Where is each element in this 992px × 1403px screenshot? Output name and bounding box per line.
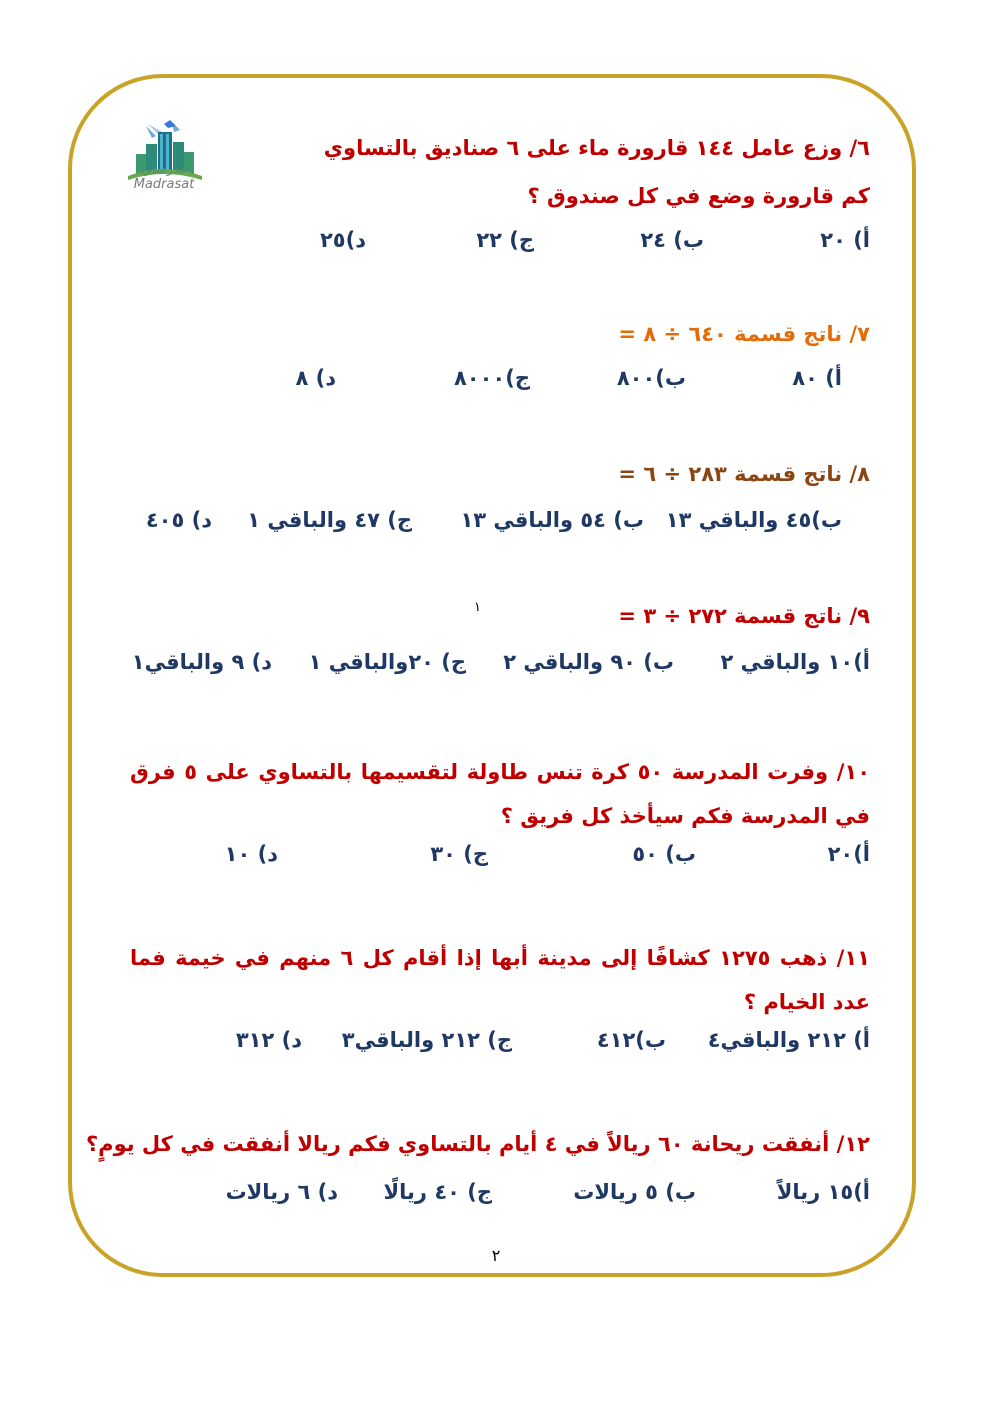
question-6-options <box>0 228 992 268</box>
option-b: ب)٤١٢ <box>596 1028 666 1052</box>
option-b: ب) ٢٤ <box>640 228 704 252</box>
question-11: ١١/ ذهب ١٢٧٥ كشافًا إلى مدينة أبها إذا أقام كل ٦ منهم في خيمة فما عدد الخيام ؟ <box>130 946 870 1014</box>
option-c: ج) ٤٧ والباقي ١ <box>247 508 412 532</box>
question-7: ٧/ ناتج قسمة ٦٤٠ ÷ ٨ = <box>618 322 870 346</box>
question-12-options <box>0 1180 992 1220</box>
option-b: ب) ٥٠ <box>632 842 696 866</box>
option-c: ج)٨٠٠٠ <box>453 366 530 390</box>
option-c: ج) ٤٠ ريالًا <box>383 1180 492 1204</box>
option-d: د) ٨ <box>295 366 336 390</box>
question-8-options <box>0 508 992 548</box>
option-d: د) ٩ والباقي١ <box>131 650 272 674</box>
option-a: أ) ٢١٢ والباقي٤ <box>707 1028 870 1052</box>
page-number: ٢ <box>491 1246 501 1265</box>
logo-text-english: Madrasat <box>133 177 195 192</box>
question-9: ٩/ ناتج قسمة ٢٧٢ ÷ ٣ = <box>618 604 870 628</box>
option-a: أ)٢٠ <box>827 842 870 866</box>
logo-text-arabic: مدرستي <box>141 162 187 177</box>
question-9-options <box>0 650 992 690</box>
option-c: ج) ٣٠ <box>430 842 488 866</box>
option-b: ب)٨٠٠ <box>616 366 686 390</box>
option-a: ب)٤٥ والباقي ١٣ <box>665 508 842 532</box>
option-c: ج) ٢٢ <box>476 228 534 252</box>
option-d: د) ٣١٢ <box>235 1028 302 1052</box>
option-a: أ)١٥ ريالاً <box>776 1180 870 1204</box>
question-6-line-1: ٦/ وزع عامل ١٤٤ قارورة ماء على ٦ صناديق بالتساوي <box>323 136 870 160</box>
question-12: ١٢/ أنفقت ريحانة ٦٠ ريالاً في ٤ أيام بالتساوي فكم ريالا أنفقت في كل يومٍ؟ <box>86 1132 870 1156</box>
option-c: ج) ٢٠والباقي ١ <box>308 650 466 674</box>
stray-mark: ١ <box>474 600 481 615</box>
question-7-options <box>0 366 992 406</box>
option-a: أ) ٢٠ <box>820 228 870 252</box>
option-b: ب) ٥٤ والباقي ١٣ <box>460 508 644 532</box>
option-a: أ)١٠ والباقي ٢ <box>720 650 870 674</box>
question-8: ٨/ ناتج قسمة ٢٨٣ ÷ ٦ = <box>618 462 870 486</box>
option-d: د) ٤٠٥ <box>145 508 212 532</box>
question-11-options <box>0 1028 992 1068</box>
option-d: د) ٦ ريالات <box>225 1180 338 1204</box>
question-10-options <box>0 842 992 882</box>
option-b: ب) ٩٠ والباقي ٢ <box>503 650 674 674</box>
option-d: د)٢٥ <box>319 228 366 252</box>
question-10: ١٠/ وفرت المدرسة ٥٠ كرة تنس طاولة لتقسيمها بالتساوي على ٥ فرق في المدرسة فكم سيأخذ كل فريق ؟ <box>130 760 871 828</box>
option-a: أ) ٨٠ <box>792 366 842 390</box>
option-c: ج) ٢١٢ والباقي٣ <box>341 1028 512 1052</box>
option-b: ب) ٥ ريالات <box>573 1180 696 1204</box>
question-6-line-2: كم قارورة وضع في كل صندوق ؟ <box>527 184 870 208</box>
option-d: د) ١٠ <box>224 842 278 866</box>
